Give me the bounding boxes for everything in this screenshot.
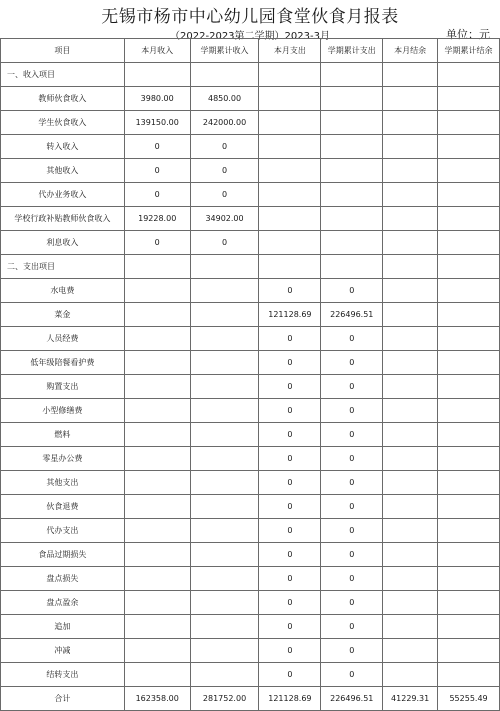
table-cell [438,495,500,519]
table-cell: 242000.00 [190,111,259,135]
table-cell [383,279,438,303]
table-cell: 139150.00 [124,111,190,135]
table-cell: 0 [190,183,259,207]
table-cell [438,423,500,447]
table-cell [259,87,321,111]
table-cell [321,63,383,87]
table-cell [321,255,383,279]
table-cell: 34902.00 [190,207,259,231]
table-cell [438,471,500,495]
table-cell: 0 [321,663,383,687]
table-cell: 0 [321,543,383,567]
table-cell [383,375,438,399]
table-cell: 0 [321,375,383,399]
table-cell: 121128.69 [259,687,321,711]
table-cell: 0 [321,447,383,471]
row-label: 盘点损失 [1,567,125,591]
table-cell [438,447,500,471]
row-label: 小型修缮费 [1,399,125,423]
table-cell [124,615,190,639]
table-cell [259,111,321,135]
table-cell [190,279,259,303]
table-cell [124,351,190,375]
table-row [1,687,500,711]
row-label: 水电费 [1,279,125,303]
table-cell: 0 [321,591,383,615]
table-cell [190,639,259,663]
table-cell [124,447,190,471]
table-cell: 0 [259,279,321,303]
table-cell: 226496.51 [321,303,383,327]
row-label: 合计 [1,687,125,711]
table-row [1,471,500,495]
table-row [1,375,500,399]
report-title: 无锡市杨市中心幼儿园食堂伙食月报表 [101,7,399,27]
table-cell [383,543,438,567]
table-row [1,111,500,135]
table-cell [190,567,259,591]
table-cell: 0 [259,567,321,591]
table-cell: 0 [321,423,383,447]
row-label: 购置支出 [1,375,125,399]
table-cell [259,255,321,279]
table-cell [383,303,438,327]
row-label: 食品过期损失 [1,543,125,567]
table-cell [124,471,190,495]
table-cell [438,303,500,327]
table-cell: 0 [259,447,321,471]
row-label: 盘点盈余 [1,591,125,615]
table-cell [321,183,383,207]
table-cell: 0 [321,567,383,591]
table-row [1,447,500,471]
table-cell [383,207,438,231]
table-cell [383,255,438,279]
table-cell [438,375,500,399]
table-cell [124,375,190,399]
row-label: 低年级陪餐看护费 [1,351,125,375]
table-cell [438,639,500,663]
table-cell [438,351,500,375]
table-cell: 0 [321,351,383,375]
column-header: 本月收入 [124,39,190,63]
table-cell [438,567,500,591]
table-row [1,495,500,519]
row-label: 代办支出 [1,519,125,543]
table-cell [124,423,190,447]
table-cell [438,111,500,135]
table-cell [383,111,438,135]
table-cell [438,207,500,231]
table-cell: 0 [124,159,190,183]
table-cell: 0 [321,519,383,543]
row-label: 零星办公费 [1,447,125,471]
table-cell [438,255,500,279]
table-cell [438,327,500,351]
table-row [1,327,500,351]
table-cell: 4850.00 [190,87,259,111]
table-cell: 0 [259,543,321,567]
section-heading: 一、收入项目 [1,63,125,87]
row-label: 燃料 [1,423,125,447]
table-cell [383,615,438,639]
table-cell [124,519,190,543]
table-row [1,399,500,423]
row-label: 学生伙食收入 [1,111,125,135]
table-cell: 0 [259,591,321,615]
table-cell [383,495,438,519]
row-label: 其他收入 [1,159,125,183]
table-cell [124,327,190,351]
row-label: 代办业务收入 [1,183,125,207]
table-cell [190,63,259,87]
table-cell [321,207,383,231]
table-cell [438,591,500,615]
column-header: 本月结余 [383,39,438,63]
table-cell [190,615,259,639]
table-cell: 0 [321,495,383,519]
table-cell [383,231,438,255]
table-cell [124,399,190,423]
table-cell [259,207,321,231]
table-cell: 0 [259,615,321,639]
table-cell [321,135,383,159]
table-cell [190,255,259,279]
table-row [1,255,500,279]
table-cell [190,591,259,615]
table-cell [190,423,259,447]
table-cell: 55255.49 [438,687,500,711]
table-row [1,135,500,159]
table-row [1,567,500,591]
currency-unit: 单位：元 [446,28,490,41]
table-cell: 281752.00 [190,687,259,711]
table-cell: 0 [124,231,190,255]
table-cell [383,519,438,543]
table-row [1,87,500,111]
table-cell: 0 [259,519,321,543]
table-row [1,351,500,375]
table-cell [190,399,259,423]
table-cell [259,135,321,159]
table-cell [124,279,190,303]
column-header: 项目 [1,39,125,63]
row-label: 学校行政补贴教师伙食收入 [1,207,125,231]
table-cell [383,663,438,687]
table-cell [438,615,500,639]
table-cell: 0 [124,183,190,207]
table-cell [383,87,438,111]
table-cell [124,255,190,279]
section-heading: 二、支出项目 [1,255,125,279]
column-header: 学期累计支出 [321,39,383,63]
table-cell [383,423,438,447]
column-header: 本月支出 [259,39,321,63]
table-cell: 121128.69 [259,303,321,327]
table-row [1,231,500,255]
table-cell: 0 [321,615,383,639]
table-cell [124,543,190,567]
table-cell [190,519,259,543]
table-cell [438,87,500,111]
table-row [1,207,500,231]
table-row [1,663,500,687]
table-cell [321,111,383,135]
table-row [1,519,500,543]
table-cell [383,63,438,87]
report-table [0,38,500,711]
table-cell: 0 [124,135,190,159]
table-cell [438,663,500,687]
table-row [1,63,500,87]
table-row [1,183,500,207]
row-label: 教师伙食收入 [1,87,125,111]
table-cell [438,519,500,543]
table-cell: 0 [321,327,383,351]
table-cell [190,663,259,687]
table-cell: 162358.00 [124,687,190,711]
table-row [1,423,500,447]
table-cell [259,231,321,255]
table-cell [190,495,259,519]
table-cell: 0 [259,423,321,447]
table-cell [190,543,259,567]
table-cell [124,63,190,87]
table-cell [383,159,438,183]
table-cell: 0 [259,399,321,423]
table-cell: 0 [259,639,321,663]
table-cell [383,591,438,615]
row-label: 追加 [1,615,125,639]
table-row [1,639,500,663]
table-row [1,591,500,615]
table-cell [383,447,438,471]
table-row [1,543,500,567]
table-cell [438,183,500,207]
table-cell: 0 [190,159,259,183]
table-cell: 0 [321,399,383,423]
table-cell [259,159,321,183]
table-header-row [1,39,500,63]
table-cell [124,591,190,615]
table-row [1,303,500,327]
table-cell [383,639,438,663]
row-label: 转入收入 [1,135,125,159]
table-cell [124,639,190,663]
table-row [1,159,500,183]
table-cell: 0 [259,327,321,351]
table-cell [190,375,259,399]
table-cell: 226496.51 [321,687,383,711]
table-cell [190,471,259,495]
table-cell [124,567,190,591]
table-cell [438,279,500,303]
table-cell [383,351,438,375]
row-label: 利息收入 [1,231,125,255]
table-cell [383,135,438,159]
row-label: 结转支出 [1,663,125,687]
table-cell [321,231,383,255]
report-period: （2022-2023第二学期）2023-3月 [170,31,330,42]
row-label: 伙食退费 [1,495,125,519]
table-cell [438,159,500,183]
table-cell: 0 [259,495,321,519]
table-cell [438,231,500,255]
table-cell [438,543,500,567]
column-header: 学期累计收入 [190,39,259,63]
table-cell [124,303,190,327]
table-cell: 0 [259,375,321,399]
table-cell: 19228.00 [124,207,190,231]
table-cell [259,63,321,87]
table-cell [383,567,438,591]
table-cell [321,159,383,183]
table-cell: 0 [259,663,321,687]
table-cell [259,183,321,207]
table-cell: 0 [321,639,383,663]
table-cell [124,495,190,519]
table-cell [190,447,259,471]
row-label: 人员经费 [1,327,125,351]
table-cell [438,399,500,423]
table-cell [438,135,500,159]
table-row [1,615,500,639]
table-cell [383,327,438,351]
table-cell [383,183,438,207]
table-cell [190,303,259,327]
table-cell [383,471,438,495]
table-cell: 0 [190,231,259,255]
table-cell [383,399,438,423]
table-cell [124,663,190,687]
table-cell: 0 [321,279,383,303]
row-label: 菜金 [1,303,125,327]
table-cell [190,351,259,375]
table-cell [190,327,259,351]
table-cell: 0 [190,135,259,159]
table-cell: 41229.31 [383,687,438,711]
table-cell [438,63,500,87]
table-cell [321,87,383,111]
column-header: 学期累计结余 [438,39,500,63]
table-cell: 0 [259,471,321,495]
table-cell: 3980.00 [124,87,190,111]
row-label: 冲减 [1,639,125,663]
row-label: 其他支出 [1,471,125,495]
table-cell: 0 [321,471,383,495]
table-row [1,279,500,303]
table-cell: 0 [259,351,321,375]
